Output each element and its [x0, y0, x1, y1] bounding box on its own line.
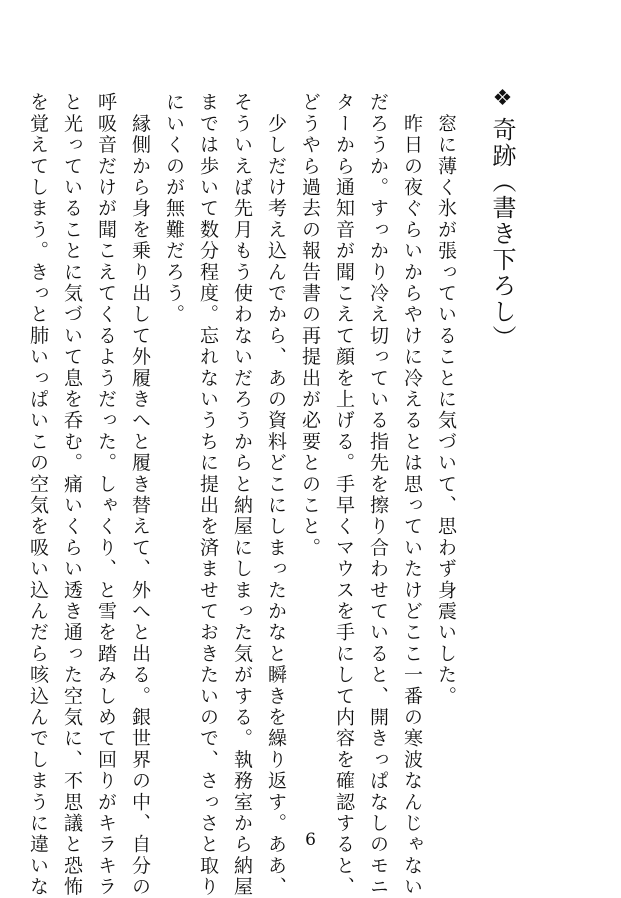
- text-line-13: を覚えてしまう。きっと肺いっぱいこの空気を吸い込んだら咳込んでしまうに違いな: [27, 92, 49, 898]
- text-line-7: そういえば先月もう使わないだろうからと納屋にしまった気がする。執務室から納屋: [231, 92, 253, 898]
- text-line-4: ターから通知音が聞こえて顔を上げる。手早くマウスを手にして内容を確認すると、: [333, 92, 355, 898]
- text-line-11: 呼吸音だけが聞こえてくるようだった。しゃくり、と雪を踏みしめて回りがキラキラ: [95, 92, 117, 898]
- text-line-12: と光っていることに気づいて息を呑む。痛いくらい透き通った空気に、不思議と恐怖: [61, 92, 83, 898]
- text-line-3: だろうか。すっかり冷え切っている指先を擦り合わせていると、開きっぱなしのモニ: [367, 92, 389, 898]
- page-number: 6: [305, 830, 316, 850]
- text-line-2: 昨日の夜ぐらいからやけに冷えるとは思っていたけどここ一番の寒波なんじゃない: [401, 92, 423, 898]
- chapter-title-text: 奇跡（書き下ろし）: [488, 117, 516, 351]
- text-line-10: 縁側から身を乗り出して外履きへと履き替えて、外へと出る。銀世界の中、自分の: [129, 92, 151, 898]
- text-line-6: 少しだけ考え込んでから、あの資料どこにしまったかなと瞬きを繰り返す。ああ、: [265, 92, 287, 898]
- text-line-8: までは歩いて数分程度。忘れないうちに提出を済ませておきたいので、さっさと取り: [197, 92, 219, 898]
- text-line-9: にいくのが無難だろう。: [163, 92, 185, 326]
- chapter-title: [480, 86, 520, 351]
- diamond-ornament-icon: ❖: [490, 86, 515, 113]
- text-line-1: 窓に薄く氷が張っていることに気づいて、思わず身震いした。: [435, 92, 457, 707]
- text-line-5: どうやら過去の報告書の再提出が必要とのこと。: [299, 92, 321, 559]
